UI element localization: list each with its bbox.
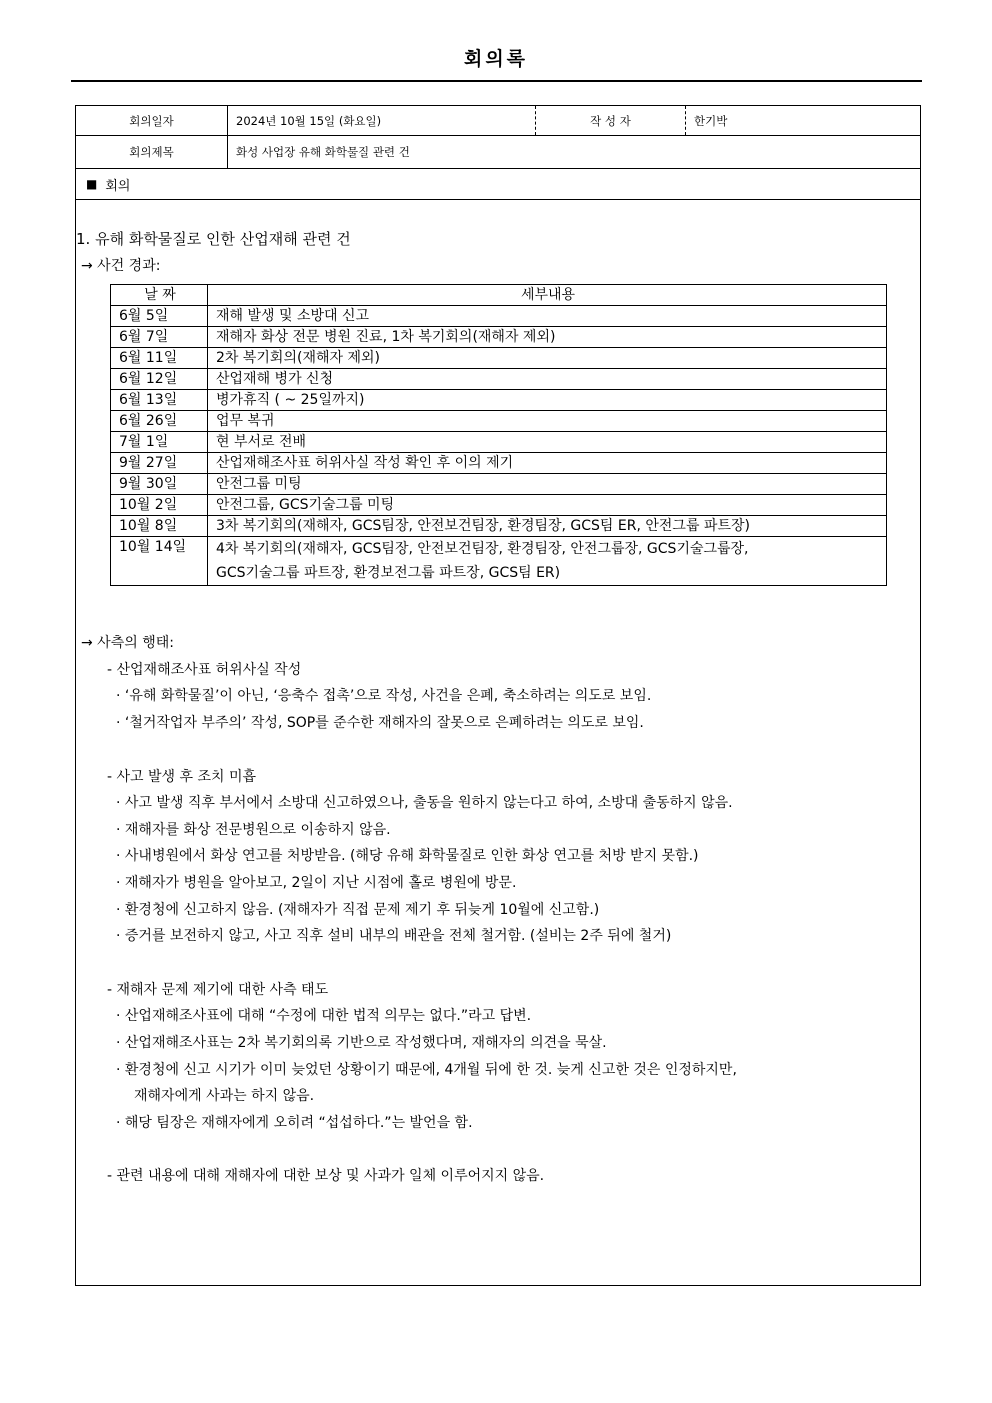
row-date: 7월 1일 xyxy=(111,432,208,453)
row-detail-line: 4차 복기회의(재해자, GCS팀장, 안전보건팀장, 환경팀장, 안전그룹장, GCS기술그룹장, xyxy=(216,541,749,557)
list-item: · 사고 발생 직후 부서에서 소방대 신고하였으나, 출동을 원하지 않는다고 하여, 소방대 출동하지 않음. xyxy=(116,795,733,811)
list-item: · 산업재해조사표에 대해 “수정에 대한 법적 의무는 없다.”라고 답변. xyxy=(116,1008,532,1024)
list-item: · 사내병원에서 화상 연고를 처방받음. (해당 유해 화학물질로 인한 화상 연고를 처방 받지 못함.) xyxy=(116,848,699,864)
row-date: 6월 7일 xyxy=(111,327,208,348)
table-row xyxy=(111,390,887,411)
row-date: 10월 14일 xyxy=(111,537,208,586)
table-row xyxy=(111,495,887,516)
table-row xyxy=(111,432,887,453)
timeline-subheading: → 사건 경과: xyxy=(81,258,161,274)
list-item-continuation: 재해자에게 사과는 하지 않음. xyxy=(134,1088,315,1104)
row-date: 10월 8일 xyxy=(111,516,208,537)
row-detail xyxy=(208,537,887,586)
group-title: - 산업재해조사표 허위사실 작성 xyxy=(107,662,302,678)
row-date: 6월 11일 xyxy=(111,348,208,369)
section-header-row xyxy=(76,169,920,200)
table-header-row xyxy=(111,285,887,306)
row-detail: 업무 복귀 xyxy=(208,411,887,432)
row-detail: 병가휴직 ( ~ 25일까지) xyxy=(208,390,887,411)
section-label: 회의 xyxy=(105,178,131,194)
list-item: · 재해자를 화상 전문병원으로 이송하지 않음. xyxy=(116,822,391,838)
row-detail: 현 부서로 전배 xyxy=(208,432,887,453)
table-row xyxy=(111,327,887,348)
list-item: · 증거를 보전하지 않고, 사고 직후 설비 내부의 배관을 전체 철거함. (설비는 2주 뒤에 철거) xyxy=(116,928,672,944)
list-item: · ‘철거작업자 부주의’ 작성, SOP를 준수한 재해자의 잘못으로 은폐하려는 의도로 보임. xyxy=(116,715,644,731)
table-row xyxy=(111,453,887,474)
row-detail: 재해 발생 및 소방대 신고 xyxy=(208,306,887,327)
row-date: 9월 30일 xyxy=(111,474,208,495)
row-date: 6월 12일 xyxy=(111,369,208,390)
date-column-header: 날 짜 xyxy=(111,285,208,306)
row-date: 10월 2일 xyxy=(111,495,208,516)
table-row xyxy=(111,348,887,369)
row-detail: 산업재해 병가 신청 xyxy=(208,369,887,390)
agenda-item-heading: 1. 유해 화학물질로 인한 산업재해 관련 건 xyxy=(76,230,351,248)
list-item: · 산업재해조사표는 2차 복기회의록 기반으로 작성했다며, 재해자의 의견을 묵살. xyxy=(116,1035,607,1051)
section-heading xyxy=(76,169,922,199)
meeting-subject-label: 회의제목 xyxy=(76,136,228,168)
minutes-form xyxy=(75,105,921,1286)
list-item: · 재해자가 병원을 알아보고, 2일이 지난 시점에 홀로 병원에 방문. xyxy=(116,875,517,891)
table-row xyxy=(111,369,887,390)
table-row xyxy=(111,474,887,495)
square-bullet-icon: ■ xyxy=(86,177,98,191)
group-title: - 재해자 문제 제기에 대한 사측 태도 xyxy=(107,982,329,998)
row-detail: 2차 복기회의(재해자 제외) xyxy=(208,348,887,369)
list-item: · ‘유해 화학물질’이 아닌, ‘응축수 접촉’으로 작성, 사건을 은폐, 축소하려는 의도로 보임. xyxy=(116,688,652,704)
table-row xyxy=(111,516,887,537)
row-date: 6월 26일 xyxy=(111,411,208,432)
meeting-subject-value: 화성 사업장 유해 화학물질 관련 건 xyxy=(236,145,410,159)
title-divider xyxy=(71,80,922,82)
list-item: · 환경청에 신고하지 않음. (재해자가 직접 문제 제기 후 뒤늦게 10월에 신고함.) xyxy=(116,902,600,918)
company-conduct-subheading: → 사측의 행태: xyxy=(81,635,174,651)
timeline-table xyxy=(110,284,887,586)
author-label: 작 성 자 xyxy=(536,106,686,135)
detail-column-header: 세부내용 xyxy=(208,285,887,306)
document-title: 회의록 xyxy=(463,48,529,70)
table-row xyxy=(111,537,887,586)
row-date: 6월 13일 xyxy=(111,390,208,411)
row-detail-line: GCS기술그룹 파트장, 환경보전그룹 파트장, GCS팀 ER) xyxy=(216,565,561,581)
author-value: 한기박 xyxy=(694,113,728,128)
row-date: 9월 27일 xyxy=(111,453,208,474)
meeting-date-value: 2024년 10월 15일 (화요일) xyxy=(228,106,536,135)
row-detail: 3차 복기회의(재해자, GCS팀장, 안전보건팀장, 환경팀장, GCS팀 ER, 안전그룹 파트장) xyxy=(208,516,887,537)
list-item: · 환경청에 신고 시기가 이미 늦었던 상황이기 때문에, 4개월 뒤에 한 것. 늦게 신고한 것은 인정하지만, xyxy=(116,1062,737,1078)
table-row xyxy=(111,411,887,432)
list-item: · 해당 팀장은 재해자에게 오히려 “섭섭하다.”는 발언을 함. xyxy=(116,1115,473,1131)
row-date: 6월 5일 xyxy=(111,306,208,327)
group-title: - 사고 발생 후 조치 미흡 xyxy=(107,769,257,785)
row-detail: 산업재해조사표 허위사실 작성 확인 후 이의 제기 xyxy=(208,453,887,474)
closing-note: - 관련 내용에 대해 재해자에 대한 보상 및 사과가 일체 이루어지지 않음. xyxy=(107,1168,545,1184)
table-row xyxy=(111,306,887,327)
header-row-subject xyxy=(76,136,920,169)
meeting-date-label: 회의일자 xyxy=(76,106,228,135)
row-detail: 재해자 화상 전문 병원 진료, 1차 복기회의(재해자 제외) xyxy=(208,327,887,348)
row-detail: 안전그룹 미팅 xyxy=(208,474,887,495)
header-row-date xyxy=(76,106,920,136)
row-detail: 안전그룹, GCS기술그룹 미팅 xyxy=(208,495,887,516)
